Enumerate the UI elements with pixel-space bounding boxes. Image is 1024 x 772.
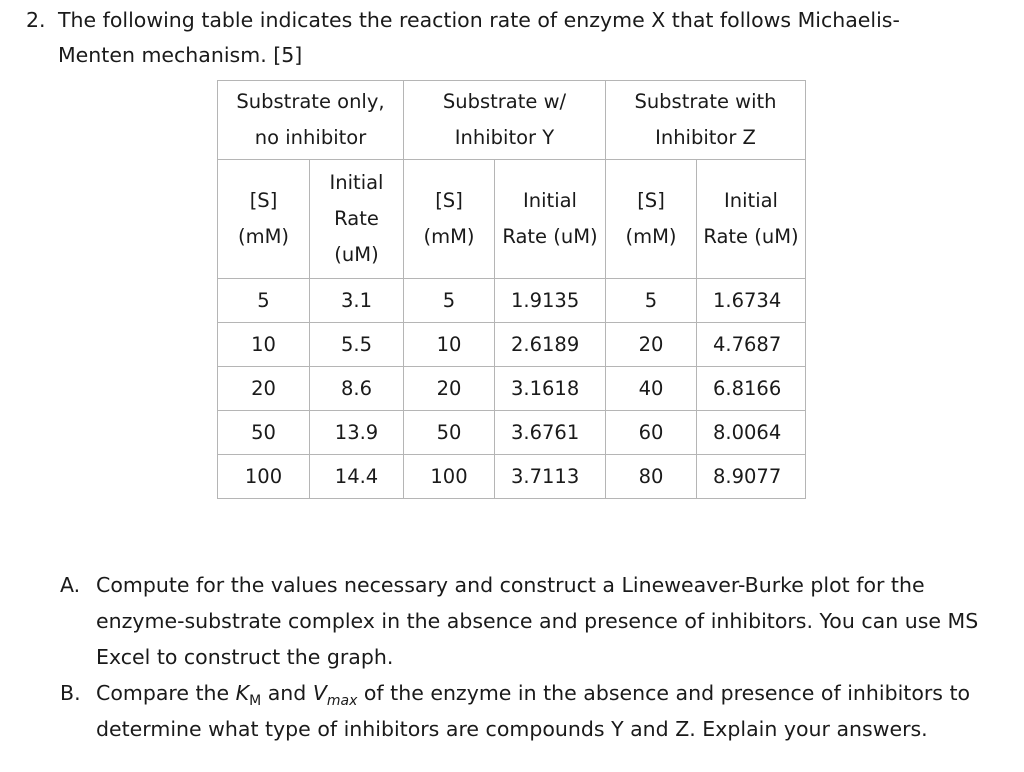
group-header-inhibitor-z: Substrate with Inhibitor Z [606,81,806,160]
rate-cell: 4.7687 [697,323,806,367]
substrate-cell: 10 [218,323,310,367]
group-header-inhibitor-y: Substrate w/ Inhibitor Y [404,81,606,160]
rate-cell: 3.1618 [495,367,606,411]
rate-cell: 14.4 [310,455,404,499]
part-b-letter: B. [60,681,81,705]
substrate-cell: 10 [404,323,495,367]
substrate-cell: 100 [218,455,310,499]
substrate-cell: 80 [606,455,697,499]
rate-cell: 1.6734 [697,279,806,323]
question-parts [60,567,1010,747]
rate-cell: 2.6189 [495,323,606,367]
group-header-no-inhibitor: Substrate only, no inhibitor [218,81,404,160]
table-row [218,455,806,499]
subheader-cell: [S] (mM) [606,160,697,279]
substrate-cell: 20 [606,323,697,367]
rate-cell: 3.7113 [495,455,606,499]
substrate-cell: 40 [606,367,697,411]
substrate-cell: 5 [218,279,310,323]
rate-cell: 3.6761 [495,411,606,455]
question-number: 2. [26,8,46,32]
data-rows [218,279,806,499]
substrate-cell: 50 [404,411,495,455]
rate-cell: 8.9077 [697,455,806,499]
subheader-cell: [S] (mM) [218,160,310,279]
rate-cell: 8.6 [310,367,404,411]
substrate-cell: 5 [606,279,697,323]
substrate-cell: 100 [404,455,495,499]
rate-cell: 13.9 [310,411,404,455]
subheader-cell: Initial Rate (uM) [697,160,806,279]
part-a [60,567,1010,675]
question-heading [26,3,986,73]
rate-cell: 3.1 [310,279,404,323]
vmax-symbol: V [312,681,327,705]
subheader-cell: Initial Rate (uM) [495,160,606,279]
km-symbol: K [235,681,250,705]
group-header-row [218,81,806,160]
substrate-cell: 50 [218,411,310,455]
substrate-cell: 20 [404,367,495,411]
rate-cell: 1.9135 [495,279,606,323]
question-line-1: The following table indicates the reaction rate of enzyme X that follows Michaelis- [58,8,900,32]
rate-cell: 6.8166 [697,367,806,411]
table-row [218,279,806,323]
part-b [60,675,1010,747]
subheader-cell: [S] (mM) [404,160,495,279]
reaction-rate-table [217,80,806,499]
substrate-cell: 60 [606,411,697,455]
rate-cell: 8.0064 [697,411,806,455]
table-row [218,411,806,455]
part-a-letter: A. [60,573,81,597]
table-row [218,367,806,411]
rate-cell: 5.5 [310,323,404,367]
part-a-text: Compute for the values necessary and construct a Lineweaver-Burke plot for the enzyme-substrate complex in the absence and presence of inhibitors. You can use MS Excel to construct the graph. [96,573,979,669]
km-subscript: M [249,693,262,709]
vmax-subscript: max [326,693,358,709]
question-line-2: Menten mechanism. [5] [58,43,303,67]
subheader-row [218,160,806,279]
part-b-text: Compare the $K_M$ and $V_{max}$ of the enzyme in the absence and presence of inhibitors to determine what type of inhibitors are compounds Y and Z. Explain your answers. [96,681,971,741]
table-row [218,323,806,367]
substrate-cell: 20 [218,367,310,411]
subheader-cell: Initial Rate (uM) [310,160,404,279]
substrate-cell: 5 [404,279,495,323]
